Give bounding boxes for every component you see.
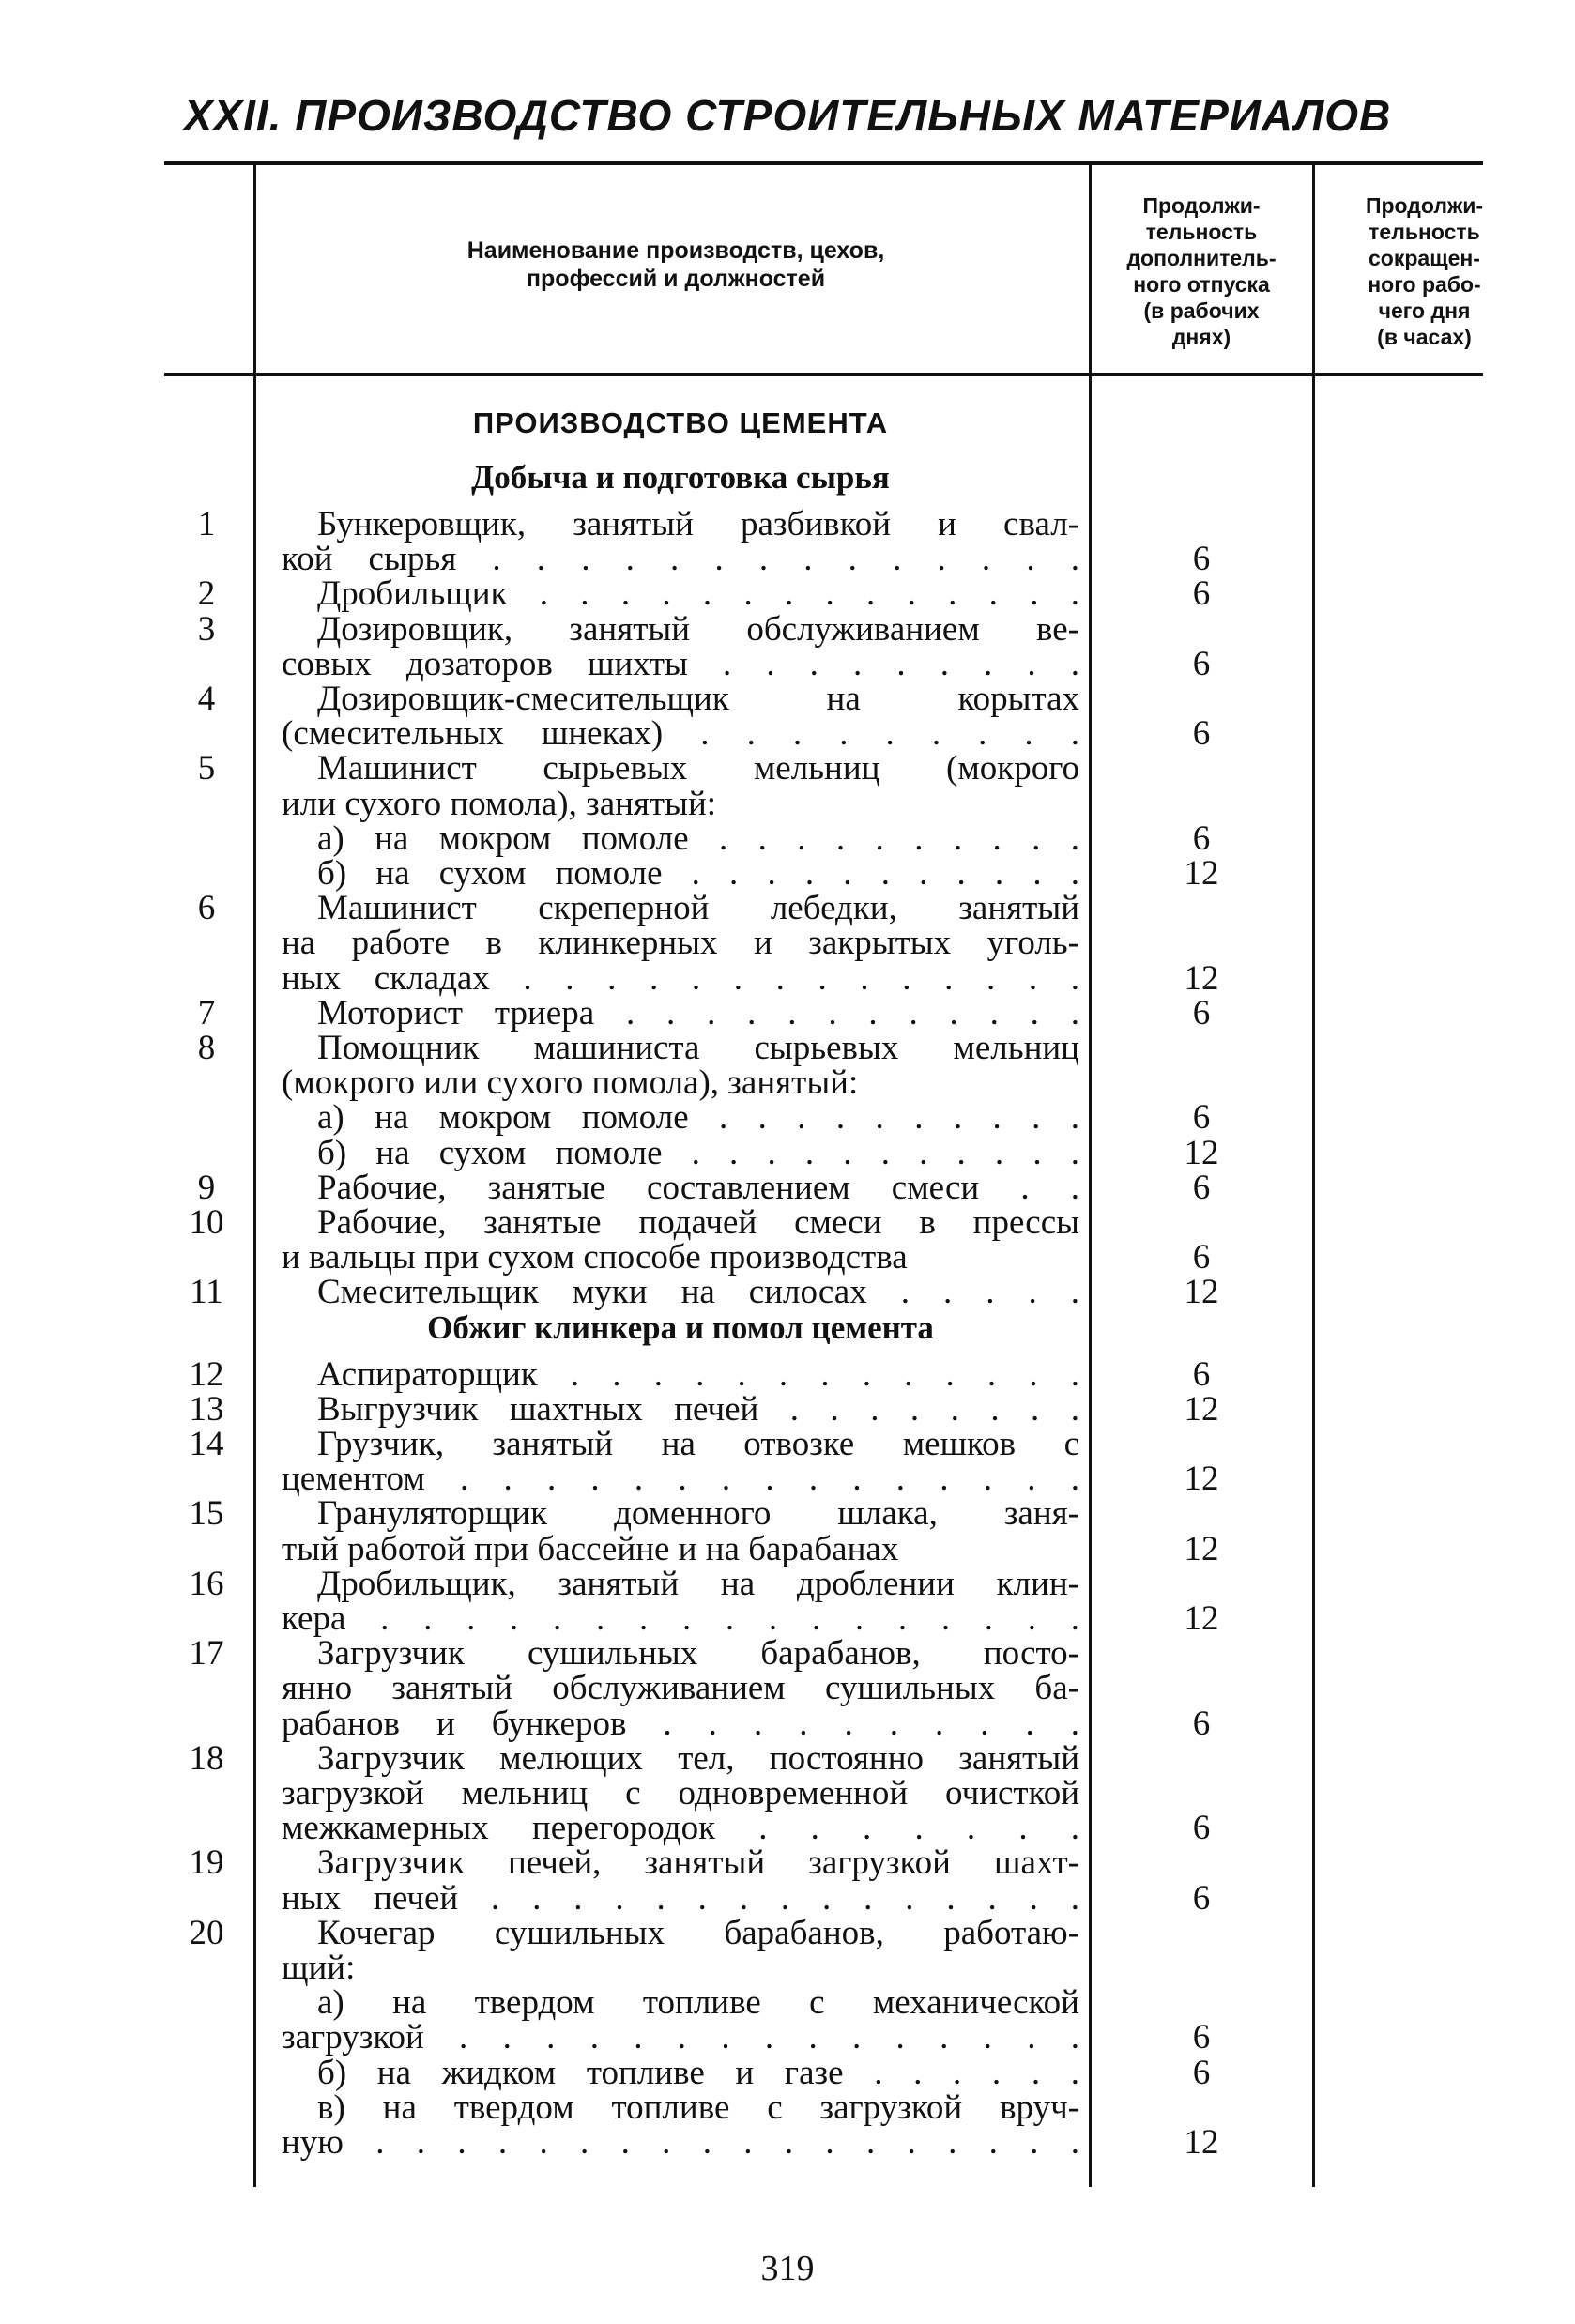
row-number: 18 [189,1738,224,1778]
vacation-days-value: 6 [1192,540,1211,579]
row-text-line: на работе в клинкерных и закрытых уголь- [282,924,1079,963]
page-number: 319 [760,2249,815,2288]
row-text-line: Аспираторщик . . . . . . . . . . . . . [317,1354,1079,1394]
row-text-line: Моторист триера . . . . . . . . . . . . [317,993,1079,1032]
row-text-line: а) на мокром помоле . . . . . . . . . . [317,1098,1079,1138]
row-number: 14 [189,1425,224,1463]
vacation-days-value: 6 [1192,644,1211,683]
subsection-heading: Добыча и подготовка сырья [471,459,890,496]
row-number: 1 [197,505,216,543]
row-text-line: б) на сухом помоле . . . . . . . . . . . [317,854,1079,893]
vacation-days-value: 6 [1192,1809,1211,1848]
row-number: 6 [197,889,216,928]
row-text-line: кой сырья . . . . . . . . . . . . . . [282,540,1079,579]
header-name-text: Наименование производств, цехов, профессий и должностей [466,237,885,292]
vacation-days-value: 6 [1192,1168,1211,1207]
row-text-line: или сухого помола), занятый: [282,784,717,823]
row-number: 4 [197,680,216,718]
row-number: 9 [197,1168,216,1207]
row-text-line: и вальцы при сухом способе производства [282,1238,908,1277]
row-text-line: (смесительных шнеках) . . . . . . . . . [282,714,1079,754]
row-text-line: в) на твердом топливе с загрузкой вруч- [317,2087,1079,2127]
row-text-line: (мокрого или сухого помола), занятый: [282,1063,859,1103]
vacation-days-value: 12 [1184,1460,1219,1499]
page-title: XXII. ПРОИЗВОДСТВО СТРОИТЕЛЬНЫХ МАТЕРИАЛОВ [183,91,1392,140]
vacation-days-value: 6 [1192,574,1211,614]
vacation-days-value: 12 [1184,1598,1219,1638]
row-text-line: тый работой при бассейне и на барабанах [282,1529,899,1568]
vacation-days-value: 6 [1192,1354,1211,1394]
row-text-line: Дозировщик-смесительщик на корытах [317,680,1079,718]
row-text-line: Дробильщик, занятый на дроблении клин- [317,1564,1079,1603]
row-text-line: Загрузчик мелющих тел, постоянно занятый [317,1738,1079,1778]
section-heading: ПРОИЗВОДСТВО ЦЕМЕНТА [472,406,889,439]
vacation-days-value: 12 [1184,1273,1219,1312]
vacation-days-value: 6 [1192,1878,1211,1918]
row-number: 16 [189,1564,224,1603]
row-text-line: Загрузчик печей, занятый загрузкой шахт- [317,1843,1079,1883]
column-rule-1 [253,165,256,2187]
vacation-days-value: 6 [1192,1098,1211,1138]
vacation-days-value: 6 [1192,2053,1211,2092]
row-number: 12 [189,1354,224,1394]
row-number: 2 [197,574,216,614]
row-text-line: загрузкой . . . . . . . . . . . . . . . [282,2018,1079,2057]
header-workday-column [1323,192,1525,350]
vacation-days-value: 12 [1184,854,1219,893]
row-text-line: щий: [282,1948,356,1987]
vacation-days-value: 12 [1184,1529,1219,1568]
row-text-line: Помощник машиниста сырьевых мельниц [317,1029,1079,1067]
row-number: 10 [189,1203,224,1242]
row-number: 17 [189,1634,224,1674]
row-text-line: Машинист сырьевых мельниц (мокрого [317,749,1079,788]
row-text-line: загрузкой мельниц с одновременной очисткой [282,1773,1079,1812]
row-text-line: ную . . . . . . . . . . . . . . . . . . [282,2122,1079,2162]
row-number: 15 [189,1494,224,1534]
row-text-line: Кочегар сушильных барабанов, работаю- [317,1913,1079,1952]
row-text-line: Рабочие, занятые составлением смеси . . [317,1168,1079,1207]
row-text-line: янно занятый обслуживанием сушильных ба- [282,1669,1079,1708]
row-text-line: б) на жидком топливе и газе . . . . . . [317,2053,1079,2092]
row-text-line: Грузчик, занятый на отвозке мешков с [317,1425,1079,1463]
column-rule-3 [1312,165,1315,2187]
row-text-line: Дробильщик . . . . . . . . . . . . . . [317,574,1079,614]
row-number: 3 [197,609,216,649]
row-text-line: межкамерных перегородок . . . . . . . [282,1809,1079,1848]
vacation-days-value: 12 [1184,958,1219,998]
column-rule-2 [1089,165,1092,2187]
row-text-line: Рабочие, занятые подачей смеси в прессы [317,1203,1079,1242]
vacation-days-value: 6 [1192,1704,1211,1743]
header-vacation-column [1098,192,1305,350]
vacation-days-value: 6 [1192,1238,1211,1277]
row-text-line: б) на сухом помоле . . . . . . . . . . . [317,1133,1079,1172]
row-text-line: Смесительщик муки на силосах . . . . . [317,1273,1079,1312]
row-text-line: совых дозаторов шихты . . . . . . . . . [282,644,1079,683]
header-name-column [272,237,1079,293]
table-top-rule [164,161,1483,165]
row-text-line: ных складах . . . . . . . . . . . . . . [282,958,1079,998]
row-text-line: а) на мокром помоле . . . . . . . . . . [317,818,1079,858]
row-text-line: а) на твердом топливе с механической [317,1983,1079,2023]
row-text-line: цементом . . . . . . . . . . . . . . . [282,1460,1079,1499]
vacation-days-value: 6 [1192,818,1211,858]
vacation-days-value: 6 [1192,714,1211,754]
row-text-line: Загрузчик сушильных барабанов, посто- [317,1634,1079,1674]
row-number: 7 [197,993,216,1032]
row-number: 13 [189,1389,224,1429]
row-text-line: кера . . . . . . . . . . . . . . . . . [282,1598,1079,1638]
row-text-line: Дозировщик, занятый обслуживанием ве- [317,609,1079,649]
row-number: 20 [189,1913,224,1952]
vacation-days-value: 12 [1184,1133,1219,1172]
row-number: 11 [190,1273,223,1312]
row-number: 19 [189,1843,224,1883]
row-text-line: Грануляторщик доменного шлака, заня- [317,1494,1079,1534]
header-workday-text: Продолжи- тельность сокращен- ного рабо- чего дня (в часах) [1365,193,1484,349]
header-vacation-text: Продолжи- тельность дополнитель- ного отпуска (в рабочих днях) [1126,193,1277,349]
vacation-days-value: 6 [1192,993,1211,1032]
row-text-line: ных печей . . . . . . . . . . . . . . . [282,1878,1079,1918]
row-text-line: рабанов и бункеров . . . . . . . . . . [282,1704,1079,1743]
vacation-days-value: 6 [1192,2018,1211,2057]
subsection-heading: Обжиг клинкера и помол цемента [427,1308,934,1346]
header-bottom-rule [164,373,1483,376]
row-number: 8 [197,1029,216,1067]
vacation-days-value: 12 [1184,1389,1219,1429]
row-text-line: Машинист скреперной лебедки, занятый [317,889,1079,928]
vacation-days-value: 12 [1184,2122,1219,2162]
row-number: 5 [197,749,216,788]
row-text-line: Бункеровщик, занятый разбивкой и свал- [317,505,1079,543]
row-text-line: Выгрузчик шахтных печей . . . . . . . . [317,1389,1079,1429]
